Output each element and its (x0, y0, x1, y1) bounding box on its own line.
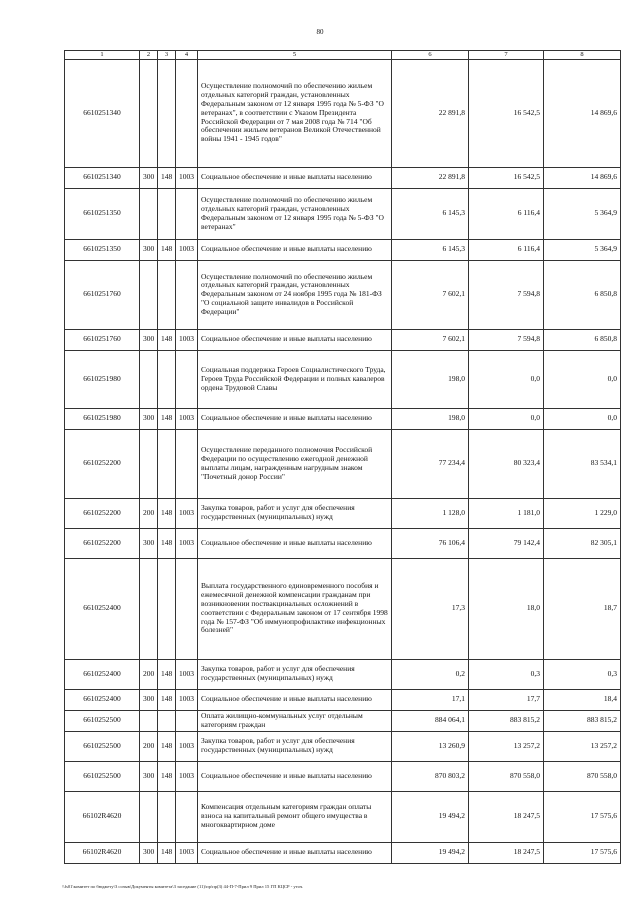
row-amount-year-3: 17 575,6 (544, 791, 621, 842)
row-amount-year-3: 883 815,2 (544, 710, 621, 731)
table-row (65, 498, 621, 528)
row-expense-type: 300 (140, 761, 158, 791)
row-code: 6610252200 (65, 528, 140, 558)
row-section: 1003 (176, 731, 198, 761)
row-amount-year-3: 18,4 (544, 689, 621, 710)
row-section: 1003 (176, 842, 198, 863)
row-amount-year-2: 18 247,5 (469, 842, 544, 863)
row-amount-year-1: 0,2 (392, 659, 469, 689)
row-amount-year-1: 7 602,1 (392, 260, 469, 329)
row-amount-year-1: 17,1 (392, 689, 469, 710)
row-description: Осуществление полномочий по обеспечению жильем отдельных категорий граждан, установленных Федеральным законом от 24 ноября 1995 года № 181-ФЗ "О социальной защите инвалидов в Российской Федерации" (198, 260, 392, 329)
row-section (176, 791, 198, 842)
column-header: 3 (158, 51, 176, 60)
row-section: 1003 (176, 329, 198, 350)
column-header: 4 (176, 51, 198, 60)
row-expense-type: 300 (140, 329, 158, 350)
row-expense-type (140, 260, 158, 329)
row-amount-year-1: 17,3 (392, 558, 469, 659)
row-expense-type: 300 (140, 842, 158, 863)
row-code: 6610252500 (65, 710, 140, 731)
row-code: 6610251760 (65, 329, 140, 350)
row-description: Осуществление полномочий по обеспечению жильем отдельных категорий граждан, установленных Федеральным законом от 12 января 1995 года № 5-ФЗ "О ветеранах" (198, 188, 392, 239)
row-description: Закупка товаров, работ и услуг для обеспечения государственных (муниципальных) нужд (198, 659, 392, 689)
row-description: Закупка товаров, работ и услуг для обеспечения государственных (муниципальных) нужд (198, 498, 392, 528)
row-amount-year-1: 22 891,8 (392, 59, 469, 167)
row-amount-year-3: 18,7 (544, 558, 621, 659)
row-code: 66102R4620 (65, 842, 140, 863)
row-amount-year-2: 13 257,2 (469, 731, 544, 761)
column-header: 8 (544, 51, 621, 60)
row-expense-type: 300 (140, 167, 158, 188)
row-code: 6610252500 (65, 731, 140, 761)
table-row (65, 260, 621, 329)
table-row (65, 167, 621, 188)
row-expense-type (140, 429, 158, 498)
row-amount-year-1: 76 106,4 (392, 528, 469, 558)
row-amount-year-3: 1 229,0 (544, 498, 621, 528)
row-amount-year-2: 17,7 (469, 689, 544, 710)
row-section (176, 710, 198, 731)
row-code: 6610251760 (65, 260, 140, 329)
row-amount-year-3: 5 364,9 (544, 239, 621, 260)
table-row (65, 689, 621, 710)
table-row (65, 842, 621, 863)
row-department (158, 59, 176, 167)
row-expense-type (140, 710, 158, 731)
budget-table (64, 50, 621, 864)
row-amount-year-3: 83 534,1 (544, 429, 621, 498)
table-row (65, 408, 621, 429)
row-amount-year-1: 77 234,4 (392, 429, 469, 498)
column-header: 1 (65, 51, 140, 60)
row-amount-year-1: 6 145,3 (392, 188, 469, 239)
row-code: 6610252400 (65, 689, 140, 710)
row-expense-type (140, 59, 158, 167)
row-amount-year-2: 16 542,5 (469, 167, 544, 188)
row-section: 1003 (176, 239, 198, 260)
row-description: Социальное обеспечение и иные выплаты населению (198, 408, 392, 429)
row-amount-year-1: 1 128,0 (392, 498, 469, 528)
row-amount-year-1: 13 260,9 (392, 731, 469, 761)
row-code: 6610251340 (65, 59, 140, 167)
row-amount-year-2: 6 116,4 (469, 239, 544, 260)
column-header: 2 (140, 51, 158, 60)
row-amount-year-1: 884 064,1 (392, 710, 469, 731)
row-description: Осуществление переданного полномочия Российской Федерации по осуществлению ежегодной денежной выплаты лицам, награжденным нагрудным знаком "Почетный донор России" (198, 429, 392, 498)
row-amount-year-3: 0,0 (544, 408, 621, 429)
row-amount-year-2: 16 542,5 (469, 59, 544, 167)
row-department (158, 791, 176, 842)
file-path-footer: \\fs01\комитет по бюджету\3 созыв\Документы комитета\3 заседание (11)\пр\пр(3) 44-П-7-Прил 9 Прил 15 ГП КЦСР - уточ. (62, 884, 304, 889)
row-amount-year-2: 6 116,4 (469, 188, 544, 239)
row-description: Социальное обеспечение и иные выплаты населению (198, 842, 392, 863)
row-description: Социальное обеспечение и иные выплаты населению (198, 761, 392, 791)
row-description: Оплата жилищно-коммунальных услуг отдельным категориям граждан (198, 710, 392, 731)
row-amount-year-1: 7 602,1 (392, 329, 469, 350)
row-description: Компенсация отдельным категориям граждан оплаты взноса на капитальный ремонт общего имущества в многоквартирном доме (198, 791, 392, 842)
row-section (176, 260, 198, 329)
row-amount-year-3: 0,3 (544, 659, 621, 689)
table-row (65, 761, 621, 791)
row-section: 1003 (176, 761, 198, 791)
row-code: 6610252400 (65, 558, 140, 659)
row-amount-year-2: 7 594,8 (469, 329, 544, 350)
page-number: 80 (316, 28, 324, 36)
row-department: 148 (158, 408, 176, 429)
table-row (65, 59, 621, 167)
row-department (158, 710, 176, 731)
row-department: 148 (158, 239, 176, 260)
table-row (65, 239, 621, 260)
row-department (158, 558, 176, 659)
row-description: Выплата государственного единовременного пособия и ежемесячной денежной компенсации гражданам при возникновении поствакцинальных осложнений в соответствии с Федеральным законом от 17 сентября 1998 года № 157-ФЗ "Об иммунопрофилактике инфекционных болезней" (198, 558, 392, 659)
row-code: 66102R4620 (65, 791, 140, 842)
row-expense-type (140, 791, 158, 842)
row-amount-year-2: 0,0 (469, 408, 544, 429)
row-code: 6610251980 (65, 408, 140, 429)
row-amount-year-3: 0,0 (544, 350, 621, 408)
row-department (158, 260, 176, 329)
row-expense-type: 300 (140, 689, 158, 710)
table-row (65, 659, 621, 689)
row-expense-type (140, 350, 158, 408)
row-amount-year-2: 883 815,2 (469, 710, 544, 731)
row-section (176, 558, 198, 659)
row-code: 6610252200 (65, 429, 140, 498)
row-amount-year-2: 7 594,8 (469, 260, 544, 329)
row-code: 6610252500 (65, 761, 140, 791)
table-header-row (65, 51, 621, 60)
row-amount-year-2: 1 181,0 (469, 498, 544, 528)
row-amount-year-2: 80 323,4 (469, 429, 544, 498)
row-expense-type: 300 (140, 528, 158, 558)
row-amount-year-3: 13 257,2 (544, 731, 621, 761)
row-description: Социальное обеспечение и иные выплаты населению (198, 528, 392, 558)
row-expense-type: 300 (140, 239, 158, 260)
row-description: Закупка товаров, работ и услуг для обеспечения государственных (муниципальных) нужд (198, 731, 392, 761)
row-expense-type: 200 (140, 731, 158, 761)
table-row (65, 558, 621, 659)
table-row (65, 791, 621, 842)
row-section (176, 59, 198, 167)
row-amount-year-1: 22 891,8 (392, 167, 469, 188)
column-header: 5 (198, 51, 392, 60)
table-row (65, 329, 621, 350)
row-department: 148 (158, 329, 176, 350)
row-code: 6610252400 (65, 659, 140, 689)
row-description: Социальная поддержка Героев Социалистического Труда, Героев Труда Российской Федерации и полных кавалеров ордена Трудовой Славы (198, 350, 392, 408)
table-row (65, 429, 621, 498)
row-description: Осуществление полномочий по обеспечению жильем отдельных категорий граждан, установленных Федеральным законом от 12 января 1995 года № 5-ФЗ "О ветеранах", в соответствии с Указом Президента Российской Федерации от 7 мая 2008 года № 714 "Об обеспечении жильем ветеранов Великой Отечественной войны 1941 - 1945 годов" (198, 59, 392, 167)
row-section: 1003 (176, 167, 198, 188)
row-expense-type (140, 558, 158, 659)
row-expense-type (140, 188, 158, 239)
row-department: 148 (158, 689, 176, 710)
table-row (65, 350, 621, 408)
row-amount-year-2: 18,0 (469, 558, 544, 659)
row-section: 1003 (176, 659, 198, 689)
row-section (176, 429, 198, 498)
row-department (158, 350, 176, 408)
column-header: 6 (392, 51, 469, 60)
row-amount-year-2: 0,0 (469, 350, 544, 408)
row-expense-type: 200 (140, 498, 158, 528)
row-description: Социальное обеспечение и иные выплаты населению (198, 689, 392, 710)
row-section: 1003 (176, 408, 198, 429)
row-amount-year-2: 0,3 (469, 659, 544, 689)
row-description: Социальное обеспечение и иные выплаты населению (198, 239, 392, 260)
row-department: 148 (158, 761, 176, 791)
row-description: Социальное обеспечение и иные выплаты населению (198, 329, 392, 350)
row-code: 6610251980 (65, 350, 140, 408)
table-row (65, 731, 621, 761)
table-row (65, 188, 621, 239)
row-amount-year-1: 6 145,3 (392, 239, 469, 260)
row-department (158, 429, 176, 498)
row-amount-year-1: 19 494,2 (392, 791, 469, 842)
row-department: 148 (158, 842, 176, 863)
row-amount-year-1: 870 803,2 (392, 761, 469, 791)
row-department: 148 (158, 659, 176, 689)
row-section: 1003 (176, 689, 198, 710)
column-header: 7 (469, 51, 544, 60)
row-amount-year-2: 870 558,0 (469, 761, 544, 791)
row-section: 1003 (176, 528, 198, 558)
row-section (176, 188, 198, 239)
table-row (65, 528, 621, 558)
row-department: 148 (158, 167, 176, 188)
row-expense-type: 300 (140, 408, 158, 429)
row-department: 148 (158, 498, 176, 528)
row-code: 6610252200 (65, 498, 140, 528)
row-amount-year-3: 6 850,8 (544, 329, 621, 350)
row-department: 148 (158, 731, 176, 761)
row-amount-year-1: 198,0 (392, 408, 469, 429)
row-department: 148 (158, 528, 176, 558)
row-amount-year-3: 14 869,6 (544, 167, 621, 188)
table-row (65, 710, 621, 731)
row-code: 6610251350 (65, 188, 140, 239)
row-department (158, 188, 176, 239)
row-amount-year-3: 14 869,6 (544, 59, 621, 167)
row-amount-year-3: 82 305,1 (544, 528, 621, 558)
row-amount-year-2: 79 142,4 (469, 528, 544, 558)
row-expense-type: 200 (140, 659, 158, 689)
row-section: 1003 (176, 498, 198, 528)
row-amount-year-2: 18 247,5 (469, 791, 544, 842)
row-amount-year-3: 5 364,9 (544, 188, 621, 239)
row-code: 6610251340 (65, 167, 140, 188)
row-code: 6610251350 (65, 239, 140, 260)
row-section (176, 350, 198, 408)
row-amount-year-3: 6 850,8 (544, 260, 621, 329)
row-amount-year-3: 870 558,0 (544, 761, 621, 791)
row-amount-year-3: 17 575,6 (544, 842, 621, 863)
row-amount-year-1: 19 494,2 (392, 842, 469, 863)
row-description: Социальное обеспечение и иные выплаты населению (198, 167, 392, 188)
row-amount-year-1: 198,0 (392, 350, 469, 408)
